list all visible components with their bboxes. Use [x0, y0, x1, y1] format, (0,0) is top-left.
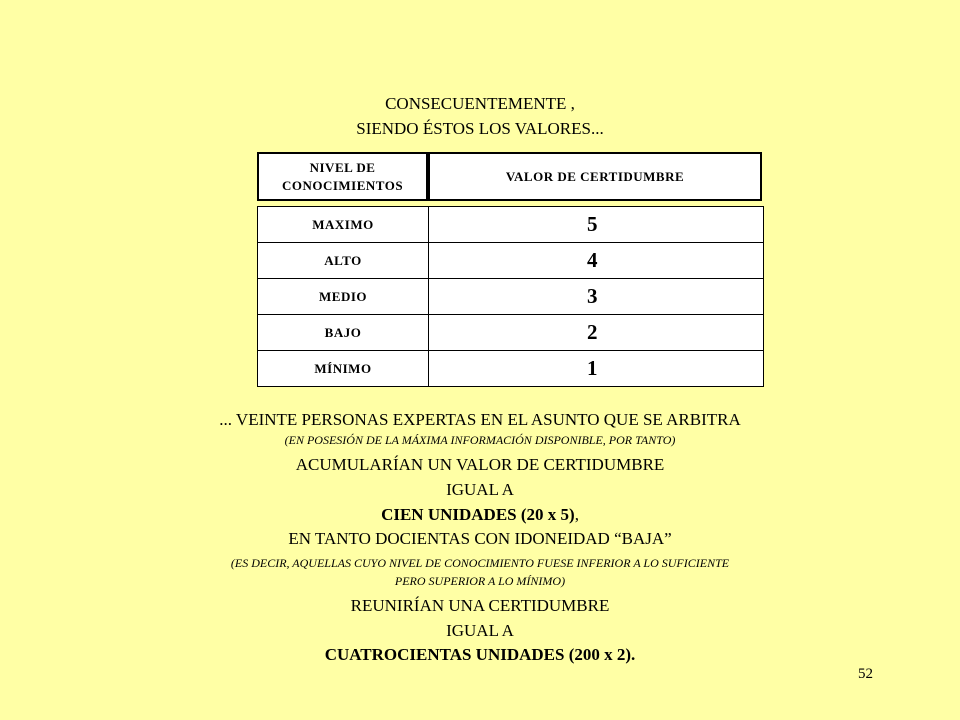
heading-line-1: CONSECUENTEMENTE , [385, 94, 575, 113]
col-header-level [259, 154, 426, 199]
hundred-comma: , [574, 505, 579, 524]
page-number: 52 [858, 666, 873, 682]
paragraph-experts: ... VEINTE PERSONAS EXPERTAS EN EL ASUNTO QUE SE ARBITRA [219, 410, 741, 429]
paragraph-four-hundred: CUATROCIENTAS UNIDADES (200 x 2). [324, 645, 636, 664]
paragraph-accumulate: ACUMULARÍAN UN VALOR DE CERTIDUMBRE [295, 455, 665, 474]
table-row [258, 278, 763, 314]
level-cell: MAXIMO [258, 207, 429, 242]
table-row [258, 350, 763, 386]
value-cell: 2 [587, 320, 598, 344]
col-header-level-line2: CONOCIMIENTOS [281, 177, 404, 193]
col-header-level-line1: NIVEL DE [309, 159, 376, 175]
value-cell: 1 [587, 356, 598, 380]
table-body [257, 206, 764, 387]
value-cell: 3 [587, 284, 598, 308]
note-max-info: (EN POSESIÓN DE LA MÁXIMA INFORMACIÓN DISPONIBLE, POR TANTO) [284, 433, 676, 447]
level-cell: MÍNIMO [258, 351, 429, 386]
table-row [258, 314, 763, 350]
paragraph-two-hundred: EN TANTO DOCIENTAS CON IDONEIDAD “BAJA” [288, 529, 672, 548]
paragraph-gather: REUNIRÍAN UNA CERTIDUMBRE [350, 596, 610, 615]
level-cell: MEDIO [258, 279, 429, 314]
hundred-units: CIEN UNIDADES (20 x 5) [381, 505, 575, 524]
paragraph-equal-2: IGUAL A [446, 621, 514, 640]
note-low-line-2: PERO SUPERIOR A LO MÍNIMO) [394, 574, 566, 588]
heading-line-2: SIENDO ÉSTOS LOS VALORES... [356, 119, 604, 138]
value-cell: 5 [587, 212, 598, 236]
col-header-value-label: VALOR DE CERTIDUMBRE [505, 168, 685, 184]
table-header [257, 152, 762, 201]
table-row [258, 242, 763, 278]
paragraph-hundred [0, 505, 960, 525]
value-cell: 4 [587, 248, 598, 272]
table-row [258, 207, 763, 242]
level-cell: ALTO [258, 243, 429, 278]
paragraph-equal-1: IGUAL A [446, 480, 514, 499]
col-header-value [430, 154, 760, 199]
note-low-line-1: (ES DECIR, AQUELLAS CUYO NIVEL DE CONOCIMIENTO FUESE INFERIOR A LO SUFICIENTE [230, 556, 730, 570]
level-cell: BAJO [258, 315, 429, 350]
